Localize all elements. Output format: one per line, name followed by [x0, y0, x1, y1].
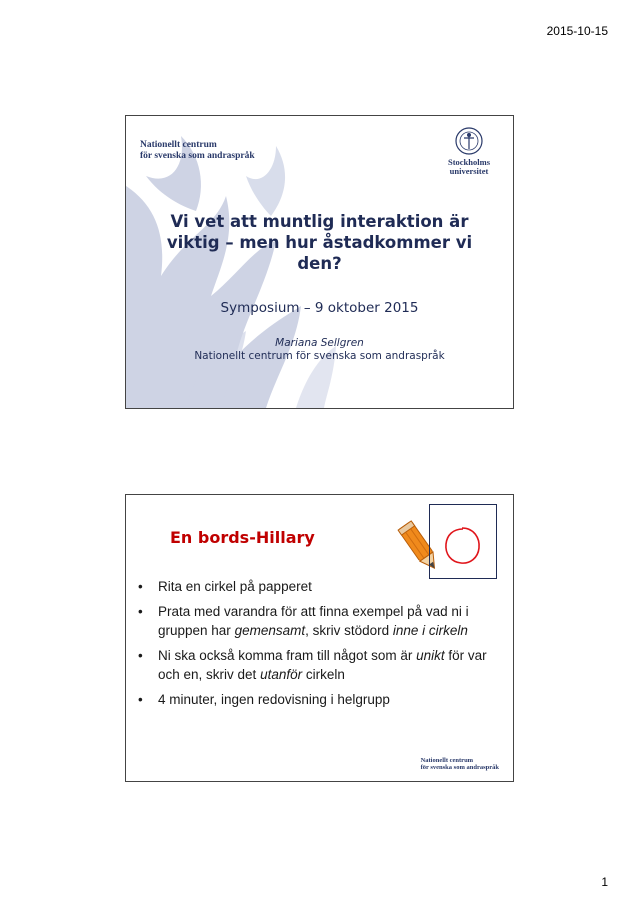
header-date: 2015-10-15 [546, 24, 608, 38]
ncsa-small-logo-line1: Nationellt centrum [420, 757, 474, 764]
bullet-emphasis: utanför [260, 667, 303, 682]
bullet-marker: • [138, 692, 143, 707]
ncsa-logo-line1: Nationellt centrum [140, 140, 217, 150]
su-logo-line2: universitet [449, 166, 489, 176]
author-name: Mariana Sellgren [275, 337, 364, 349]
bullet-marker: • [138, 579, 143, 594]
page-number: 1 [601, 875, 608, 889]
slide-title [125, 115, 514, 409]
bullet-text: Ni ska också komma fram till något som är [158, 648, 417, 663]
slide-main-title: Vi vet att muntlig interaktion är viktig – men hur åstadkommer vi den? [166, 212, 473, 273]
bullet-text: Rita en cirkel på papperet [158, 579, 312, 594]
bullet-text: för var och en, skriv det [158, 648, 487, 682]
red-circle-drawing [440, 524, 484, 568]
bullet-marker: • [138, 604, 143, 619]
bullet-item [138, 602, 508, 640]
stockholm-university-logo [441, 126, 497, 176]
author-organization: Nationellt centrum för svenska som andraspråk [194, 350, 445, 362]
bullet-emphasis: inne i cirkeln [392, 623, 468, 638]
university-seal-icon [454, 126, 484, 156]
bullet-item [138, 690, 508, 709]
bullet-text: 4 minuter, ingen redovisning i helgrupp [158, 692, 390, 707]
ncsa-logo-line2: för svenska som andraspråk [140, 151, 255, 161]
bullet-item [138, 577, 508, 596]
ncsa-small-logo-line2: för svenska som andraspråk [420, 764, 499, 771]
bullet-list [138, 577, 508, 715]
bullet-marker: • [138, 648, 143, 663]
bullet-text: , skriv stödord [305, 623, 393, 638]
bullet-emphasis: gemensamt [234, 623, 306, 638]
ncsa-logo [140, 140, 255, 162]
slide-subtitle: Symposium – 9 oktober 2015 [220, 300, 419, 316]
slide-activity-title: En bords-Hillary [170, 528, 315, 547]
bullet-emphasis: unikt [416, 648, 445, 663]
bullet-text: Prata med varandra för att finna exempel på vad ni i gruppen har [158, 604, 469, 638]
bullet-text: cirkeln [302, 667, 345, 682]
slide-activity [125, 494, 514, 782]
bullet-item [138, 646, 508, 684]
su-logo-line1: Stockholms [447, 157, 491, 167]
ncsa-small-logo [421, 757, 499, 771]
